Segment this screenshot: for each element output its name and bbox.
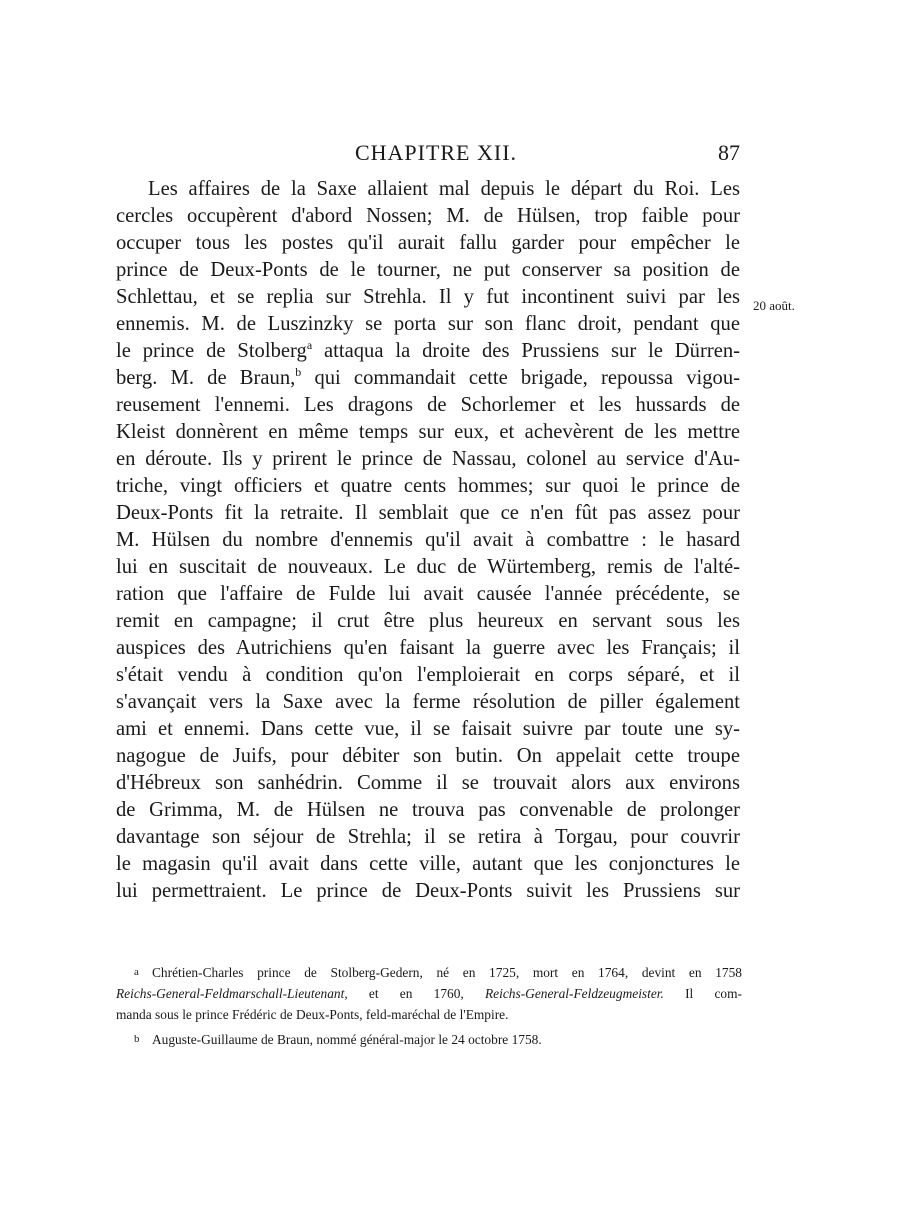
text-line: ennemis. M. de Luszinzky se porta sur son flanc droit, pendant que — [116, 313, 740, 335]
footnote-line — [134, 1029, 742, 1050]
text-line: s'était vendu à condition qu'on l'emploierait en corps séparé, et il — [116, 664, 740, 686]
text-line: auspices des Autrichiens qu'en faisant la guerre avec les Français; il — [116, 637, 740, 659]
text-line: s'avançait vers la Saxe avec la ferme résolution de piller également — [116, 691, 740, 713]
text-fragment: berg. M. de Braun, — [116, 367, 296, 389]
text-line: Deux-Ponts fit la retraite. Il semblait que ce n'en fût pas assez pour — [116, 502, 740, 524]
text-line: en déroute. Ils y prirent le prince de Nassau, colonel au service d'Au- — [116, 448, 740, 470]
footnote-text: Auguste-Guillaume de Braun, nommé général-major le 24 octobre 1758. — [152, 1032, 542, 1047]
text-line: davantage son séjour de Strehla; il se retira à Torgau, pour couvrir — [116, 826, 740, 848]
footnote-text: et en 1760, — [347, 986, 485, 1001]
text-line: cercles occupèrent d'abord Nossen; M. de Hülsen, trop faible pour — [116, 205, 740, 227]
body-paragraph — [116, 176, 740, 905]
margin-date-note: 20 août. — [753, 298, 795, 313]
footnote-ref-a[interactable]: a — [306, 338, 313, 352]
footnote-line — [134, 962, 742, 983]
footnote-marker-b: b — [134, 1033, 140, 1045]
text-line: d'Hébreux son sanhédrin. Comme il se trouvait alors aux environs — [116, 772, 740, 794]
text-fragment: le prince de Stolberg — [116, 340, 307, 362]
text-line: reusement l'ennemi. Les dragons de Schorlemer et les hussards de — [116, 394, 740, 416]
footnote-line — [116, 983, 742, 1004]
text-line: Kleist donnèrent en même temps sur eux, et achevèrent de les mettre — [116, 421, 740, 443]
footnote-marker-a: a — [134, 966, 139, 978]
text-line: de Grimma, M. de Hülsen ne trouva pas convenable de prolonger — [116, 799, 740, 821]
text-line — [116, 338, 740, 365]
footnote-line — [116, 1004, 742, 1025]
footnotes — [116, 962, 742, 1050]
footnote-italic-title: Reichs-General-Feldmarschall-Lieutenant, — [116, 986, 348, 1001]
text-line: le magasin qu'il avait dans cette ville, autant que les conjonctures le — [116, 853, 740, 875]
text-line: Les affaires de la Saxe allaient mal depuis le départ du Roi. Les — [148, 178, 740, 200]
footnote-text: manda sous le prince Frédéric de Deux-Ponts, feld-maréchal de l'Empire. — [116, 1007, 509, 1022]
footnote-text: Il com- — [663, 986, 742, 1001]
text-line: occuper tous les postes qu'il aurait fallu garder pour empêcher le — [116, 232, 740, 254]
footnote-italic-title: Reichs-General-Feldzeugmeister. — [485, 986, 664, 1001]
page-number: 87 — [718, 140, 740, 165]
text-fragment: qui commandait cette brigade, repoussa vigou- — [301, 367, 740, 389]
text-line: triche, vingt officiers et quatre cents hommes; sur quoi le prince de — [116, 475, 740, 497]
text-line: prince de Deux-Ponts de le tourner, ne put conserver sa position de — [116, 259, 740, 281]
text-fragment: attaqua la droite des Prussiens sur le Dürren- — [312, 340, 740, 362]
text-line: M. Hülsen du nombre d'ennemis qu'il avait à combattre : le hasard — [116, 529, 740, 551]
text-line: ration que l'affaire de Fulde lui avait causée l'année précédente, se — [116, 583, 740, 605]
running-title: CHAPITRE XII. — [354, 140, 518, 165]
text-line: lui en suscitait de nouveaux. Le duc de Würtemberg, remis de l'alté- — [116, 556, 740, 578]
footnote-a — [116, 962, 742, 1025]
text-line: Schlettau, et se replia sur Strehla. Il y fut incontinent suivi par les — [116, 286, 740, 308]
footnote-text: Chrétien-Charles prince de Stolberg-Gedern, né en 1725, mort en 1764, devint en 1758 — [152, 965, 742, 980]
footnote-b — [134, 1029, 742, 1050]
footnote-ref-b[interactable]: b — [295, 365, 302, 379]
text-line: nagogue de Juifs, pour débiter son butin. On appelait cette troupe — [116, 745, 740, 767]
text-line — [116, 365, 740, 392]
text-line: remit en campagne; il crut être plus heureux en servant sous les — [116, 610, 740, 632]
text-line: ami et ennemi. Dans cette vue, il se faisait suivre par toute une sy- — [116, 718, 740, 740]
text-line: lui permettraient. Le prince de Deux-Ponts suivit les Prussiens sur — [116, 880, 740, 902]
